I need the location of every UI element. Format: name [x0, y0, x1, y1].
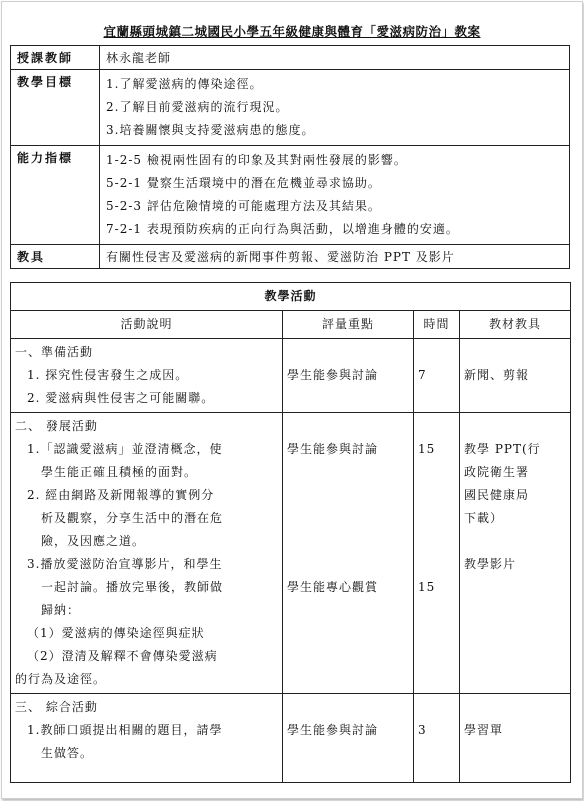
activity-line: （1）愛滋病的傳染途徑與症狀	[27, 626, 205, 640]
teacher-value: 林永龍老師	[100, 46, 570, 70]
activity-line: 1. 探究性侵害發生之成因。	[27, 368, 189, 382]
col-evaluation: 評量重點	[283, 311, 414, 339]
ability-cell	[100, 146, 570, 245]
summary-time: 3	[414, 694, 460, 783]
section-summary	[11, 694, 571, 783]
development-materials: 教學 PPT(行 政院衛生署 國民健康局 下載） 教學影片	[460, 413, 571, 694]
development-description	[11, 413, 283, 694]
activity-line: 一起討論。播放完畢後，教師做	[41, 580, 224, 594]
activity-line: 1.教師口頭提出相關的題目，請學	[27, 723, 223, 737]
ability-label: 能力指標	[11, 146, 100, 245]
activity-line: 生做答。	[41, 746, 94, 760]
activity-line: 學生能正確且積極的面對。	[41, 465, 198, 479]
goal-item: 3.培養關懷與支持愛滋病患的態度。	[106, 123, 315, 137]
ability-item: 5-2-3 評估危險情境的可能處理方法及其結果。	[106, 199, 381, 213]
goals-cell	[100, 70, 570, 146]
lesson-info-table	[10, 45, 570, 269]
ability-item: 5-2-1 覺察生活環境中的潛在危機並尋求協助。	[106, 176, 381, 190]
goal-item: 1.了解愛滋病的傳染途徑。	[106, 77, 263, 91]
prep-time: 7	[414, 339, 460, 413]
ability-item: 7-2-1 表現預防疾病的正向行為與活動，以增進身體的安適。	[106, 222, 459, 236]
teacher-label: 授課教師	[11, 46, 100, 70]
development-evaluation: 學生能參與討論 學生能專心觀賞	[283, 413, 414, 694]
tools-value: 有關性侵害及愛滋病的新聞事件剪報、愛滋防治 PPT 及影片	[100, 245, 570, 269]
activity-line: 2. 經由網路及新聞報導的實例分	[27, 488, 215, 502]
activities-table	[10, 282, 571, 783]
col-description: 活動說明	[11, 311, 283, 339]
activities-header: 教學活動	[11, 283, 571, 311]
ability-item: 1-2-5 檢視兩性固有的印象及其對兩性發展的影響。	[106, 153, 407, 167]
activity-line: 3.播放愛滋防治宣導影片，和學生	[27, 557, 223, 571]
section-development	[11, 413, 571, 694]
activity-line: 的行為及途徑。	[15, 672, 107, 686]
summary-description	[11, 694, 283, 783]
column-headers	[11, 311, 571, 339]
col-materials: 教材教具	[460, 311, 571, 339]
activity-line: （2）澄清及解釋不會傳染愛滋病	[27, 649, 218, 663]
summary-materials: 學習單	[460, 694, 571, 783]
tools-label: 教具	[11, 245, 100, 269]
section-title: 一、準備活動	[15, 345, 94, 359]
section-title: 二、 發展活動	[15, 419, 98, 433]
goals-label: 教學目標	[11, 70, 100, 146]
activity-line: 2. 愛滋病與性侵害之可能關聯。	[27, 391, 215, 405]
document-title: 宜蘭縣頭城鎮二城國民小學五年級健康與體育「愛滋病防治」教案	[103, 24, 481, 39]
activity-line: 險，及因應之道。	[41, 534, 146, 548]
goals-row	[11, 70, 570, 146]
teacher-row	[11, 46, 570, 70]
goal-item: 2.了解目前愛滋病的流行現況。	[106, 100, 289, 114]
section-title: 三、 綜合活動	[15, 700, 98, 714]
prep-evaluation: 學生能參與討論	[283, 339, 414, 413]
ability-row	[11, 146, 570, 245]
tools-row	[11, 245, 570, 269]
col-time: 時間	[414, 311, 460, 339]
activity-line: 歸納：	[41, 603, 81, 617]
prep-description	[11, 339, 283, 413]
summary-evaluation: 學生能參與討論	[283, 694, 414, 783]
prep-materials: 新聞、剪報	[460, 339, 571, 413]
development-time: 15 15	[414, 413, 460, 694]
section-prep	[11, 339, 571, 413]
activity-line: 析及觀察，分享生活中的潛在危	[41, 511, 224, 525]
activity-line: 1.「認識愛滋病」並澄清概念，使	[27, 442, 223, 456]
